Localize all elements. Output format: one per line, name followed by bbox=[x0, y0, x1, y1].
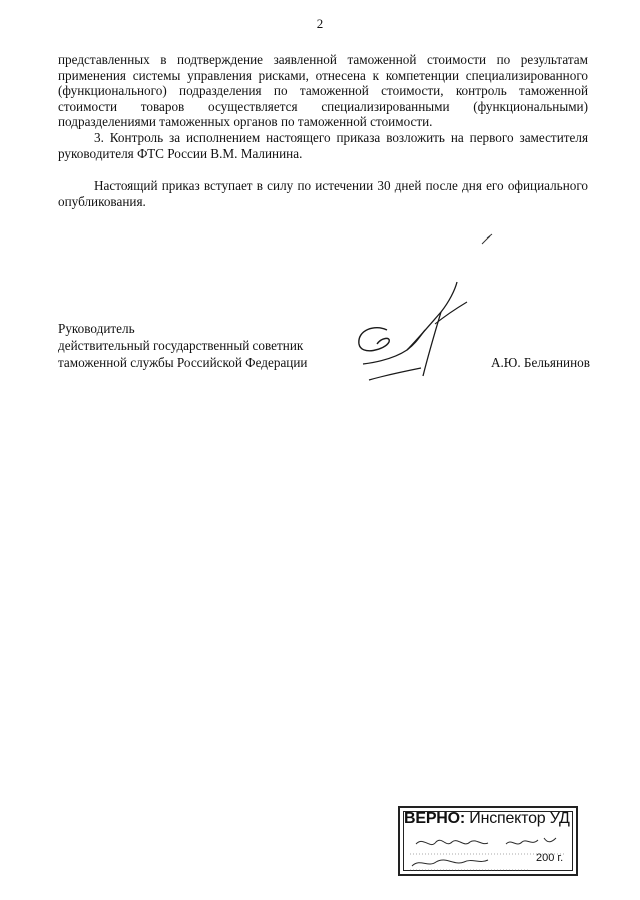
text-line: Настоящий приказ вступает в силу по истечении 30 дней после дня его bbox=[94, 178, 504, 194]
signer-name: А.Ю. Бельянинов bbox=[490, 355, 590, 370]
paragraph-effective-date bbox=[58, 178, 588, 209]
stamp-year: 200 г. bbox=[536, 852, 564, 864]
pen-mark bbox=[480, 232, 500, 246]
text-line: 3. Контроль за исполнением настоящего приказа возложить на первого bbox=[94, 129, 514, 145]
signer-title-line: действительный государственный советник bbox=[58, 338, 304, 353]
text-line: специализированного (функционального) подразделения по таможенной bbox=[58, 67, 588, 99]
signature-block bbox=[58, 320, 590, 380]
signer-title-line: таможенной службы Российской Федерации bbox=[58, 355, 308, 370]
text-line: официального опубликования. bbox=[58, 178, 589, 209]
page-number: 2 bbox=[316, 16, 324, 31]
paragraph-continuation bbox=[58, 52, 588, 130]
certification-stamp bbox=[398, 806, 578, 876]
handwritten-signature bbox=[345, 272, 475, 392]
body-text bbox=[58, 52, 588, 209]
paragraph-item-3 bbox=[58, 130, 588, 161]
stamp-inspector: Инспектор УД bbox=[469, 810, 570, 827]
text-line: органов по таможенной стоимости. bbox=[233, 114, 433, 130]
stamp-verno: ВЕРНО: bbox=[404, 810, 466, 827]
text-line: представленных в подтверждение заявленной таможенной стоимости по bbox=[58, 52, 511, 67]
signer-title-line: Руководитель bbox=[58, 321, 135, 336]
stamp-header bbox=[404, 810, 570, 828]
text-line: стоимости, контроль таможенной стоимости товаров осуществляется bbox=[58, 83, 589, 114]
text-line: результатам применения системы управления рисками, отнесена к компетенции bbox=[58, 52, 588, 83]
text-line: специализированными (функциональными) подразделениями таможенных bbox=[58, 98, 589, 130]
text-line: заместителя руководителя ФТС России В.М. Малинина. bbox=[58, 129, 589, 161]
